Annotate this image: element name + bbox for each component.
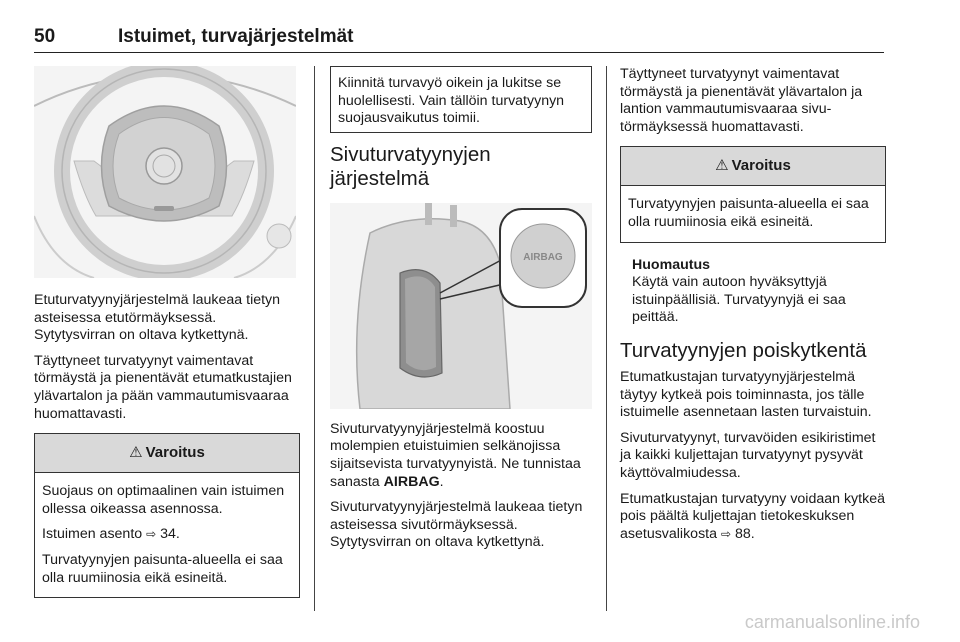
- column-3: [620, 66, 886, 551]
- warning-text: Istuimen asento ⇨ 34.: [42, 526, 180, 543]
- note-text: Käytä vain autoon hyväksyttyjä istuinpäällisiä. Turvatyynyjä ei saa peittää.: [632, 274, 846, 326]
- warning-text: Turvatyynyjen paisunta-alueella ei saa olla ruumiinosia eikä esineitä.: [42, 551, 283, 586]
- warning-title: Varoitus: [145, 444, 205, 462]
- page-reference-icon: ⇨: [146, 527, 157, 542]
- paragraph: Etumatkustajan turvatyynyjärjestelmä täytyy kytkeä pois toiminnasta, jos tälle istuimelle asennetaan lasten turvaistuin.: [620, 368, 872, 421]
- paragraph: Täyttyneet turvatyynyt vaimentavat törmäystä ja pienentävät ylävartalon ja lantion vammautumisvaaraa sivutörmäyksessä huomattavasti.: [620, 66, 863, 135]
- paragraph: Etumatkustajan turvatyyny voidaan kytkeä pois päältä kuljettajan tietokeskuksen asetusvalikosta ⇨ 88.: [620, 490, 885, 542]
- warning-box: [620, 146, 886, 242]
- info-box: [330, 66, 592, 133]
- section-heading: Sivuturvatyynyjen järjestelmä: [330, 142, 491, 190]
- warning-text: Turvatyynyjen paisunta-alueella ei saa olla ruumiinosia eikä esineitä.: [628, 196, 869, 230]
- column-divider: [606, 66, 607, 611]
- column-divider: [314, 66, 315, 611]
- section-heading: Turvatyynyjen poiskytkentä: [620, 338, 867, 362]
- warning-header: [35, 434, 299, 473]
- watermark: carmanualsonline.info: [744, 612, 920, 632]
- seat-airbag-illustration: [330, 203, 592, 409]
- paragraph: Täyttyneet turvatyynyt vaimentavat törmäystä ja pienentävät etumatkustajien ylävartalon ja pään vammautumisvaaraa huomattavasti.: [34, 352, 292, 422]
- column-1: [34, 66, 300, 608]
- warning-text: Suojaus on optimaalinen vain istuimen ollessa oikeassa asennossa.: [42, 483, 285, 517]
- paragraph: Sivuturvatyynyjärjestelmä laukeaa tietyn asteisessa sivutörmäyksessä. Sytytysvirran on oltava kytkettynä.: [330, 499, 583, 551]
- warning-triangle-icon: ⚠: [715, 157, 729, 175]
- paragraph: Etuturvatyynyjärjestelmä laukeaa tietyn asteisessa etutörmäyksessä. Sytytysvirran on oltava kytkettynä.: [34, 292, 281, 344]
- page-header: [34, 26, 884, 53]
- warning-title: Varoitus: [731, 157, 791, 175]
- page-title: Istuimet, turvajärjestelmät: [118, 26, 354, 47]
- steering-wheel-illustration: [34, 66, 296, 278]
- page-number: 50: [34, 26, 56, 47]
- warning-header: [621, 147, 885, 186]
- page-reference-link[interactable]: 88.: [734, 525, 755, 542]
- column-2: [330, 66, 592, 560]
- paragraph: Sivuturvatyynyt, turvavöiden esikiristimet ja kaikki kuljettajan turvatyynyt pysyvät käyttövalmiudessa.: [620, 429, 876, 481]
- warning-triangle-icon: ⚠: [129, 444, 143, 462]
- page-reference-icon: ⇨: [720, 526, 732, 541]
- info-text: Kiinnitä turvavyö oikein ja lukitse se huolellisesti. Vain tällöin turvatyynyn suojausvaikutus toimii.: [338, 75, 565, 127]
- page-reference-link[interactable]: 34.: [160, 526, 180, 543]
- seat-airbag-label: AIRBAG: [523, 251, 563, 263]
- warning-box: [34, 433, 300, 598]
- note-title: Huomautus: [632, 256, 711, 273]
- paragraph: Sivuturvatyynyjärjestelmä koostuu molempien etuistuimien selkänojissa sijaitsevista turvatyynyistä. Ne tunnistaa sanasta AIRBAG.: [330, 420, 581, 490]
